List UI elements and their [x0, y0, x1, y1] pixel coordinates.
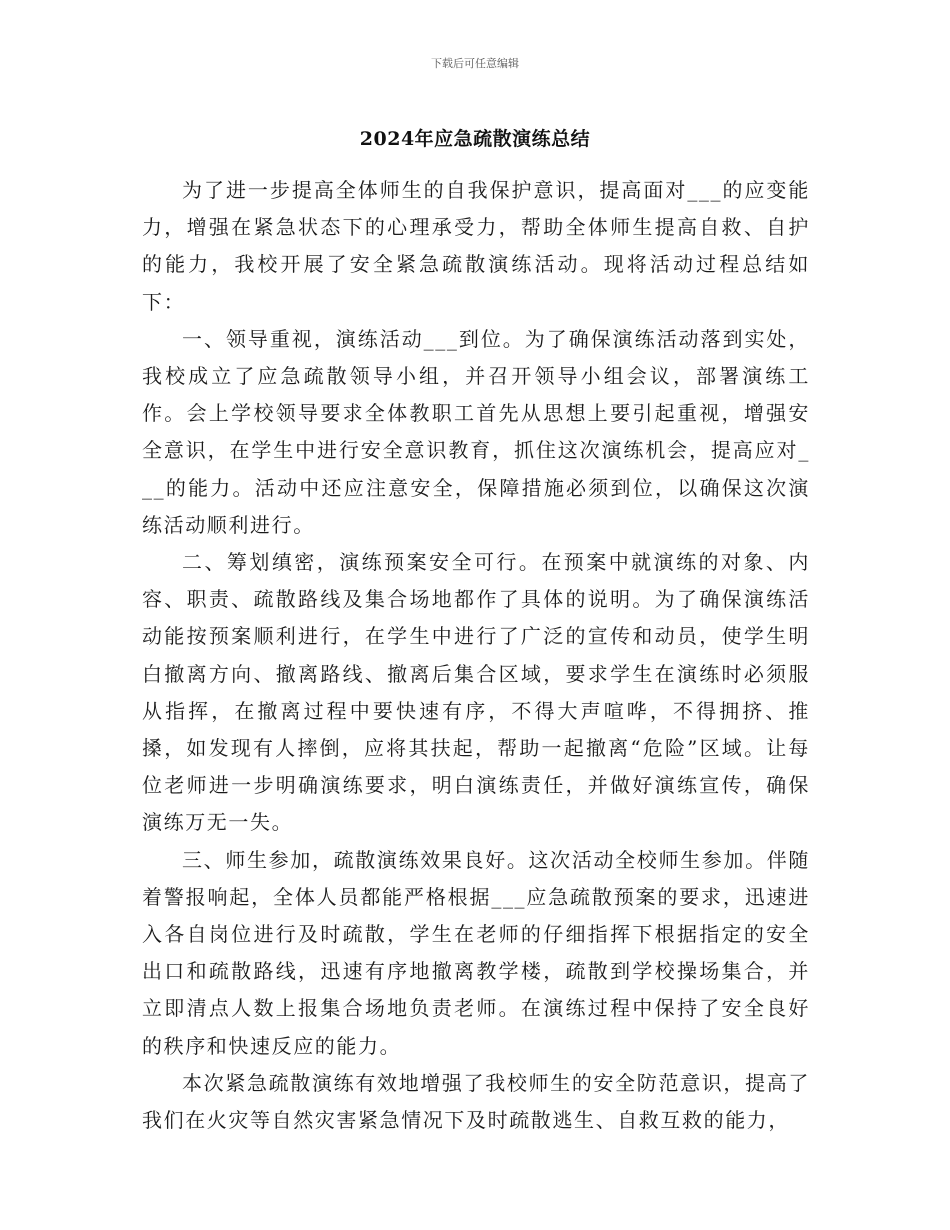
- paragraph-intro: 为了进一步提高全体师生的自我保护意识，提高面对___的应变能力，增强在紧急状态下的心理承受力，帮助全体师生提高自救、自护的能力，我校开展了安全紧急疏散演练活动。现将活动过程总结如下：: [142, 178, 810, 314]
- document-body: [142, 172, 810, 1139]
- document-title: 2024年应急疏散演练总结: [359, 128, 591, 150]
- header-note: 下载后可任意编辑: [431, 57, 519, 70]
- paragraph-section-2: 二、筹划缜密，演练预案安全可行。在预案中就演练的对象、内容、职责、疏散路线及集合场地都作了具体的说明。为了确保演练活动能按预案顺利进行，在学生中进行了广泛的宣传和动员，使学生明白撤离方向、撤离路线、撤离后集合区域，要求学生在演练时必须服从指挥，在撤离过程中要快速有序，不得大声喧哗，不得拥挤、推搡，如发现有人摔倒，应将其扶起，帮助一起撤离“危险”区域。让每位老师进一步明确演练要求，明白演练责任，并做好演练宣传，确保演练万无一失。: [142, 550, 810, 835]
- paragraph-conclusion: 本次紧急疏散演练有效地增强了我校师生的安全防范意识，提高了我们在火灾等自然灾害紧急情况下及时疏散逃生、自救互救的能力，: [142, 1070, 810, 1133]
- paragraph-section-3: 三、师生参加，疏散演练效果良好。这次活动全校师生参加。伴随着警报响起，全体人员都能严格根据___应急疏散预案的要求，迅速进入各自岗位进行及时疏散，学生在老师的仔细指挥下根据指定的安全出口和疏散路线，迅速有序地撤离教学楼，疏散到学校操场集合，并立即清点人数上报集合场地负责老师。在演练过程中保持了安全良好的秩序和快速反应的能力。: [142, 847, 810, 1058]
- paragraph-section-1: 一、领导重视，演练活动___到位。为了确保演练活动落到实处，我校成立了应急疏散领导小组，并召开领导小组会议，部署演练工作。会上学校领导要求全体教职工首先从思想上要引起重视，增强安全意识，在学生中进行安全意识教育，抓住这次演练机会，提高应对___的能力。活动中还应注意安全，保障措施必须到位，以确保这次演练活动顺利进行。: [142, 326, 810, 537]
